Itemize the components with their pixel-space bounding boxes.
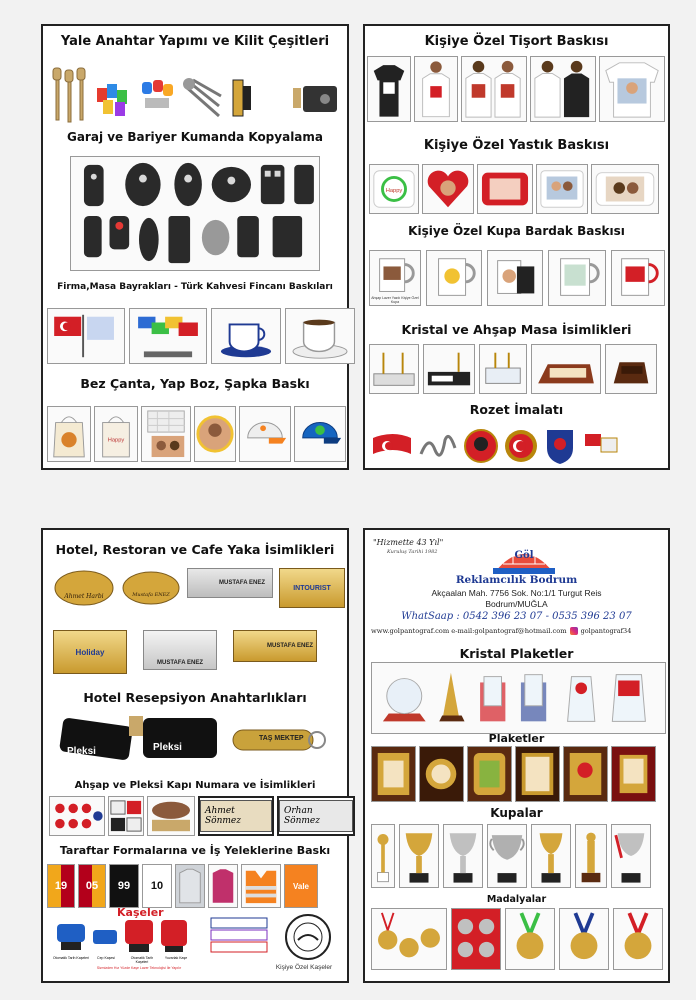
pillow-wreath-image: [369, 164, 419, 214]
jerseys-row: [47, 864, 318, 908]
remote-controls-image: [70, 156, 320, 271]
name-tag-4-text: INTOURIST: [293, 584, 331, 592]
panel-keys-remotes: [41, 24, 349, 470]
heading-tshirt: Kişiye Özel Tişort Baskısı: [424, 34, 609, 49]
badge-crescent-image: [503, 424, 539, 468]
wooden-card-holder-image: [605, 344, 657, 394]
heading-bags: Bez Çanta, Yap Boz, Şapka Baskı: [80, 376, 310, 391]
gift-bag-image: [94, 406, 138, 462]
name-tag-holiday-gold: [53, 630, 127, 674]
stamp-label-4: Yuvarlak Kaşe: [164, 956, 188, 960]
stamp-caption: Kişiye Özel Kaşeler: [275, 964, 333, 971]
plaque-3-image: [467, 746, 512, 802]
vest-reflective-image: [241, 864, 281, 908]
round-stamp-image: [283, 912, 333, 962]
jersey-number-05: 05: [85, 880, 99, 892]
key-bunch-image: [179, 66, 223, 128]
heading-door: Ahşap ve Pleksi Kapı Numara ve İsimlikleri: [74, 780, 316, 791]
pillow-heart-image: [422, 164, 474, 214]
web-email: www.golpantograf.com e-mail:golpantograf@hotmail.com: [371, 627, 567, 635]
name-tag-6-text: MUSTAFA ENEZ: [157, 660, 203, 666]
jersey-gs-05: [78, 864, 106, 908]
stamps-area: [51, 906, 343, 980]
name-tag-3-text: MUSTAFA ENEZ: [219, 580, 265, 586]
jersey-gs-19: [47, 864, 75, 908]
name-tag-5-text: Holiday: [75, 647, 105, 657]
name-tags-row-1: [53, 568, 345, 608]
badge-shield-image: [543, 424, 577, 468]
plaque-1-image: [371, 746, 416, 802]
desk-flags-image: [129, 308, 207, 364]
medal-4-image: [559, 908, 609, 970]
heading-medals: Madalyalar: [486, 894, 547, 905]
keychain-label-3: TAŞ MEKTEP: [259, 735, 304, 742]
wooden-nameplate-image: [531, 344, 601, 394]
stamp-label-1: Otomatik Tarih Kaşeleri: [52, 956, 90, 960]
name-tag-oval-2: [121, 568, 181, 608]
name-tag-1-text: Ahmet Harbi: [64, 593, 104, 600]
cup-5-image: [531, 824, 571, 888]
door-row: [49, 796, 355, 836]
cup-2-image: [399, 824, 439, 888]
heading-crystal-plaque: Kristal Plaketler: [459, 646, 574, 661]
jersey-number-99: 99: [117, 880, 131, 892]
medals-row: [371, 908, 663, 970]
panel-custom-print: [363, 24, 670, 470]
company-logo: [493, 538, 555, 574]
stamp-samples-image: [209, 916, 269, 956]
vest-vale-image: [284, 864, 318, 908]
stamp-note: Sizmizden Hız Yüzde Kaşe Lazer Teknolojisi İle Yapılır: [96, 966, 182, 970]
wooden-number-image: [147, 796, 195, 836]
pillow-photo-image: [536, 164, 588, 214]
badge-row: [371, 424, 621, 468]
badge-flag-image: [371, 424, 413, 468]
tshirt-row: [367, 56, 665, 122]
door-numbers-image: [108, 796, 144, 836]
cup-7-image: [611, 824, 651, 888]
pillow-row: [369, 164, 659, 214]
medal-3-image: [505, 908, 555, 970]
stamp-label-3: Otomatik Tarih Kaşeleri: [130, 956, 154, 964]
puzzle-image: [141, 406, 191, 462]
car-keys-image: [139, 66, 175, 128]
mug-row: [369, 250, 665, 306]
cup-4-image: [487, 824, 527, 888]
cup-6-image: [575, 824, 607, 888]
name-tag-silver: [187, 568, 273, 598]
tshirt-white-woman-image: [414, 56, 458, 122]
crystal-plaques-image: [371, 662, 666, 734]
mug-magic-image: [487, 250, 543, 306]
heading-keychains: Hotel Resepsiyon Anahtarlıkları: [83, 690, 307, 705]
mug-red-image: [611, 250, 665, 306]
badge-ataturk-image: [463, 424, 499, 468]
brand-name: Reklamcılık Bodrum: [455, 574, 578, 586]
plaque-6-image: [611, 746, 656, 802]
heading-keys: Yale Anahtar Yapımı ve Kilit Çeşitleri: [60, 34, 330, 49]
since: Kuruluş Tarihi 1982: [387, 549, 438, 555]
cup-1-image: [371, 824, 395, 888]
medal-1-image: [371, 908, 447, 970]
plaque-4-image: [515, 746, 560, 802]
crystal-pen-set-image: [369, 344, 419, 394]
jersey-number-19: 19: [54, 880, 68, 892]
cap-white-image: [239, 406, 291, 462]
heading-flags: Firma,Masa Bayrakları - Türk Kahvesi Fincanı Baskıları: [57, 282, 333, 292]
plaques-row: [371, 746, 656, 802]
jersey-white-10: [142, 864, 172, 908]
name-tags-row-2: [53, 630, 317, 674]
mug-caption: Ahşap Lazer Yazılı Kişiye Özel Kupa: [371, 296, 419, 304]
name-tag-7-text: MUSTAFA ENEZ: [267, 643, 313, 649]
cup-3-image: [443, 824, 483, 888]
flag-stand-image: [47, 308, 125, 364]
heading-name-tags: Hotel, Restoran ve Cafe Yaka İsimlikleri: [55, 542, 335, 557]
vest-vale-text: Vale: [292, 881, 309, 891]
name-tag-2-text: Mustafa ENEZ: [132, 592, 170, 598]
crystal-desk-image: [479, 344, 527, 394]
address-line-1: Akçaalan Mah. 7756 Sok. No:1/1 Turgut Reis: [431, 588, 602, 598]
badge-signature-image: [417, 424, 459, 468]
mug-wooden-image: [369, 250, 421, 306]
lock-cylinder-image: [227, 66, 257, 128]
name-tag-holiday-silver: [143, 630, 217, 670]
heading-mug: Kişiye Özel Kupa Bardak Baskısı: [408, 224, 625, 238]
mug-photo-image: [426, 250, 482, 306]
stamp-label-2: Cep Kaşesi: [97, 956, 115, 960]
heading-jerseys: Taraftar Formalarına ve İş Yeleklerine Baskı: [59, 844, 331, 857]
flags-row: [47, 308, 355, 364]
door-name-orhan-text: Orhan Sönmez: [279, 800, 353, 832]
jersey-bjk-99: [109, 864, 139, 908]
door-name-orhan: [277, 796, 355, 836]
mug-love-image: [548, 250, 606, 306]
pillow-red-heart-image: [477, 164, 533, 214]
brass-keychain-image: [231, 714, 327, 768]
heading-pillow: Kişiye Özel Yastık Baskısı: [423, 138, 610, 153]
name-tag-intourist: [279, 568, 345, 608]
whatsapp-line: WhatSaap : 0542 396 23 07 - 0535 396 23 07: [401, 611, 632, 622]
crystal-nameplate-image: [423, 344, 475, 394]
plaque-5-image: [563, 746, 608, 802]
door-lock-image: [291, 66, 341, 128]
coffee-cup-white-image: [285, 308, 355, 364]
keychain-label-1: Pleksi: [67, 746, 96, 757]
name-tag-oval-1: [53, 568, 115, 608]
logo-word: Göl: [514, 550, 534, 561]
keys-row: [49, 66, 341, 128]
heading-plaque: Plaketler: [488, 732, 545, 745]
room-keytags-image: [49, 796, 105, 836]
badge-flags-image: [581, 424, 621, 468]
bags-row: [47, 406, 346, 462]
contact-line: [371, 627, 631, 635]
panel-hotel-name-tags: [41, 528, 349, 983]
slogan: "Hizmette 43 Yıl": [373, 538, 444, 547]
door-name-ahmet-text: Ahmet Sönmez: [200, 800, 272, 832]
coffee-cup-blue-image: [211, 308, 281, 364]
svg-text:Happy: Happy: [385, 187, 403, 194]
jersey-number-10: 10: [150, 880, 164, 892]
address-line-2: Bodrum/MUĞLA: [485, 599, 548, 609]
cap-blue-image: [294, 406, 346, 462]
plexi-keychain-image: [59, 714, 219, 768]
heading-badge: Rozet İmalatı: [469, 402, 564, 417]
tote-bag-image: [47, 406, 91, 462]
medal-2-image: [451, 908, 501, 970]
shirt-grey-image: [175, 864, 205, 908]
heading-stamps: Kaşeler: [117, 906, 164, 919]
heading-remote: Garaj ve Bariyer Kumanda Kopyalama: [66, 130, 324, 144]
plaque-2-image: [419, 746, 464, 802]
svg-text:Happy: Happy: [107, 437, 125, 444]
photo-puzzle-image: [194, 406, 236, 462]
tshirt-pair-image: [530, 56, 596, 122]
keychain-label-2: Pleksi: [153, 742, 182, 753]
stamps-image: [51, 916, 201, 956]
medal-5-image: [613, 908, 663, 970]
instagram-icon: [570, 627, 578, 635]
heading-cups: Kupalar: [490, 806, 543, 820]
heading-crystal: Kristal ve Ahşap Masa İsimlikleri: [401, 322, 632, 337]
yale-keys-image: [49, 66, 91, 128]
instagram-handle: golpantograf34: [580, 627, 632, 635]
door-name-ahmet: [198, 796, 274, 836]
panel-company-plaques: [363, 528, 670, 983]
colored-keys-image: [95, 66, 135, 128]
pillow-couple-image: [591, 164, 659, 214]
cups-row: [371, 824, 651, 888]
tshirt-photo-image: [599, 56, 665, 122]
keychains-row: [59, 714, 327, 768]
crystal-row: [369, 344, 657, 394]
shirt-pink-image: [208, 864, 238, 908]
tshirt-couple-image: [461, 56, 527, 122]
name-tag-gold-plain: [233, 630, 317, 662]
tshirt-black-image: [367, 56, 411, 122]
